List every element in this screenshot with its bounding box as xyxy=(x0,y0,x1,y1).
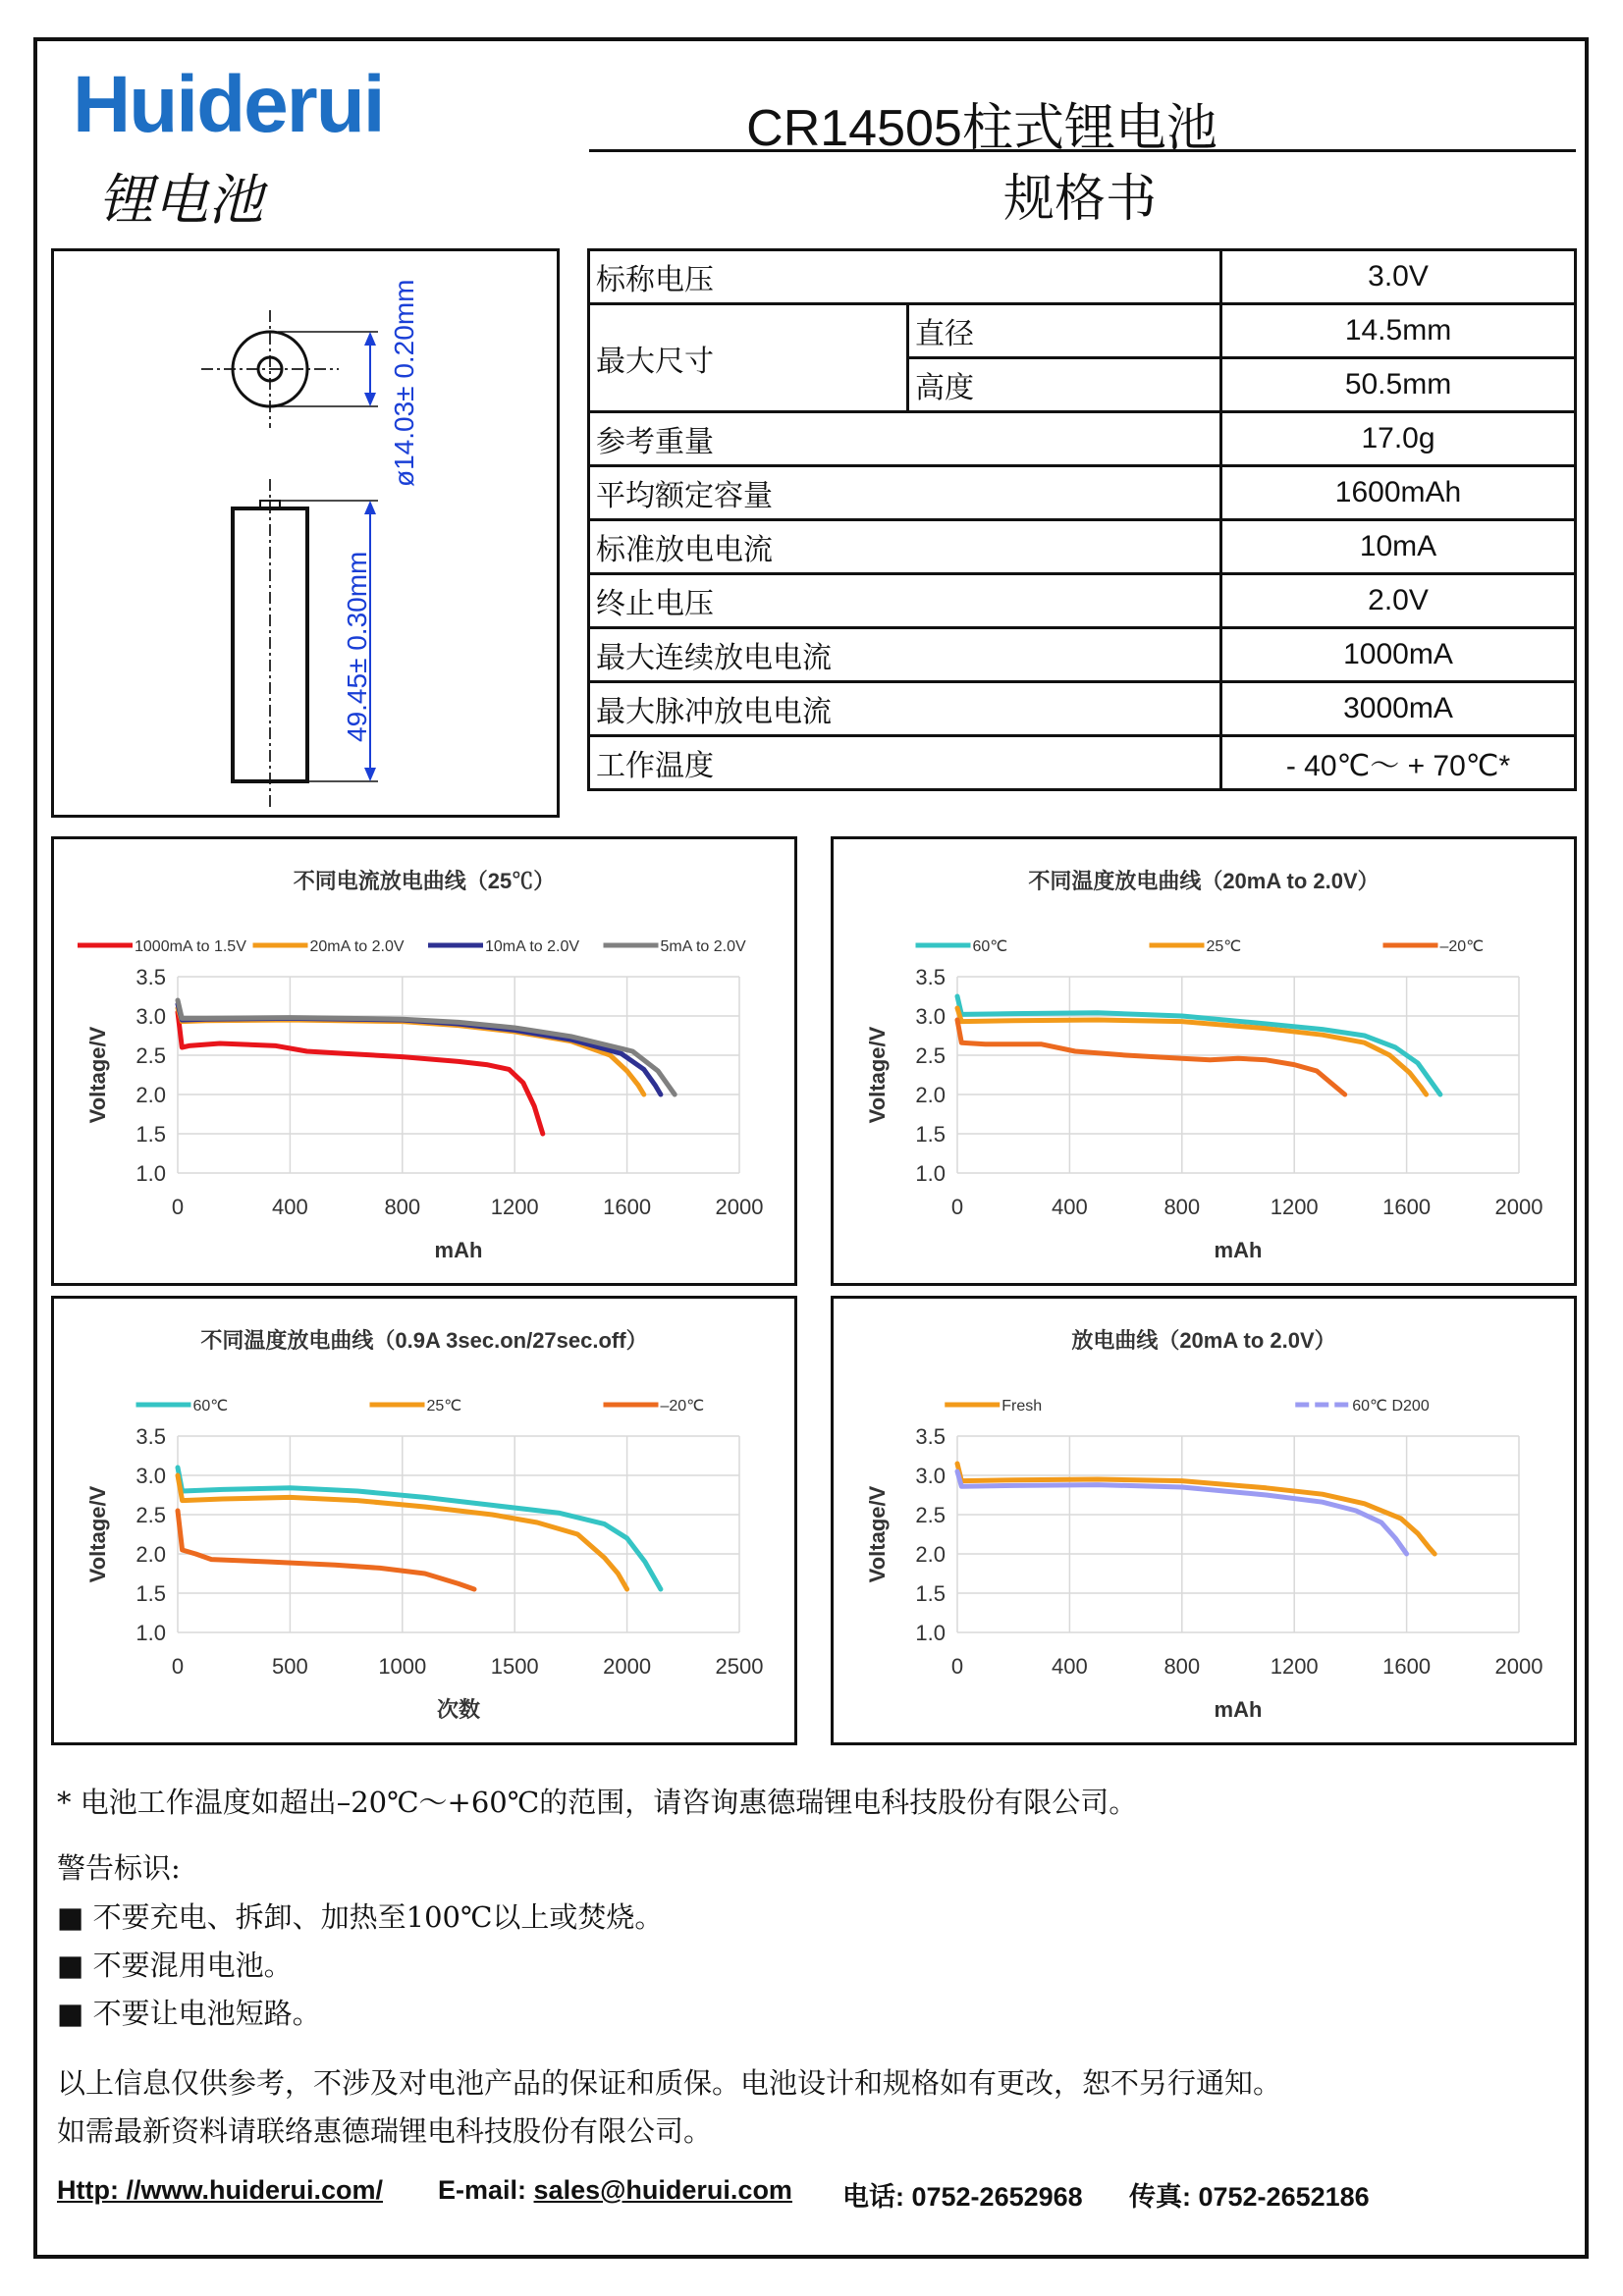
chart-title: 不同温度放电曲线（20mA to 2.0V） xyxy=(1028,869,1380,893)
fax-number: 传真: 0752-2652186 xyxy=(1129,2182,1370,2212)
spec-label: 参考重量 xyxy=(589,412,1221,466)
table-row xyxy=(589,304,1576,358)
y-tick-label: 3.0 xyxy=(135,1464,166,1488)
phone-number: 电话: 0752-2652968 xyxy=(842,2182,1083,2212)
x-tick-label: 800 xyxy=(384,1195,421,1219)
x-axis-label: mAh xyxy=(434,1238,483,1262)
x-tick-label: 500 xyxy=(272,1654,308,1679)
x-axis-label: mAh xyxy=(1214,1697,1263,1722)
spec-value: 1000mA xyxy=(1221,628,1576,682)
x-tick-label: 400 xyxy=(272,1195,308,1219)
disclaimer: 如需最新资料请联络惠德瑞锂电科技股份有限公司。 xyxy=(57,2114,713,2148)
x-tick-label: 1500 xyxy=(490,1654,539,1679)
y-tick-label: 3.5 xyxy=(915,965,946,989)
y-tick-label: 1.5 xyxy=(915,1581,946,1606)
y-tick-label: 1.0 xyxy=(135,1161,166,1186)
spec-value: 3000mA xyxy=(1221,682,1576,736)
x-tick-label: 1200 xyxy=(490,1195,539,1219)
chart-temperature-discharge xyxy=(831,836,1577,1286)
spec-table xyxy=(587,248,1577,791)
table-row xyxy=(589,412,1576,466)
chart-svg xyxy=(834,1299,1574,1742)
document-title: CR14505柱式锂电池 xyxy=(746,100,1217,157)
legend-label: 20mA to 2.0V xyxy=(309,938,405,955)
y-axis-label: Voltage/V xyxy=(865,1026,890,1124)
y-tick-label: 2.5 xyxy=(135,1043,166,1068)
spec-value: 17.0g xyxy=(1221,412,1576,466)
brand-subtitle: 锂电池 xyxy=(98,169,263,233)
chart-storage-discharge xyxy=(831,1296,1577,1745)
y-tick-label: 3.5 xyxy=(135,965,166,989)
spec-value: 10mA xyxy=(1221,520,1576,574)
y-tick-label: 2.5 xyxy=(915,1503,946,1527)
y-tick-label: 1.5 xyxy=(135,1581,166,1606)
x-tick-label: 1600 xyxy=(1382,1195,1432,1219)
legend-label: 10mA to 2.0V xyxy=(485,938,580,955)
table-row xyxy=(589,682,1576,736)
table-row xyxy=(589,628,1576,682)
temperature-footnote: * 电池工作温度如超出–20℃～+60℃的范围，请咨询惠德瑞锂电科技股份有限公司。 xyxy=(57,1786,1138,1819)
y-tick-label: 3.0 xyxy=(135,1004,166,1029)
chart-title: 不同电流放电曲线（25℃） xyxy=(293,869,556,893)
spec-label: 最大连续放电电流 xyxy=(589,628,1221,682)
x-tick-label: 1000 xyxy=(378,1654,427,1679)
table-row xyxy=(589,520,1576,574)
legend-label: –20℃ xyxy=(1439,938,1485,955)
legend-label: –20℃ xyxy=(660,1398,705,1415)
y-tick-label: 3.0 xyxy=(915,1004,946,1029)
brand-logo: Huiderui xyxy=(73,60,384,149)
legend-label: 60℃ xyxy=(192,1398,229,1415)
chart-title: 放电曲线（20mA to 2.0V） xyxy=(1071,1328,1336,1353)
spec-label: 标准放电电流 xyxy=(589,520,1221,574)
x-tick-label: 1600 xyxy=(1382,1654,1432,1679)
y-tick-label: 3.5 xyxy=(915,1424,946,1449)
x-tick-label: 2000 xyxy=(715,1195,764,1219)
y-tick-label: 1.5 xyxy=(915,1122,946,1147)
x-tick-label: 400 xyxy=(1052,1654,1088,1679)
spec-value: - 40℃～ + 70℃* xyxy=(1221,736,1576,790)
email-link[interactable]: sales@huiderui.com xyxy=(533,2175,792,2205)
table-row xyxy=(589,250,1576,304)
y-tick-label: 1.0 xyxy=(915,1161,946,1186)
y-tick-label: 2.5 xyxy=(135,1503,166,1527)
series-line xyxy=(178,1511,474,1589)
y-tick-label: 2.0 xyxy=(915,1542,946,1567)
x-tick-label: 2000 xyxy=(603,1654,652,1679)
battery-dimension-drawing xyxy=(54,251,557,815)
chart-pulse-discharge xyxy=(51,1296,797,1745)
spec-value: 2.0V xyxy=(1221,574,1576,628)
warning-item: ■ 不要混用电池。 xyxy=(57,1949,293,1982)
chart-title: 不同温度放电曲线（0.9A 3sec.on/27sec.off） xyxy=(200,1328,648,1353)
chart-svg xyxy=(54,839,794,1283)
x-tick-label: 1200 xyxy=(1270,1195,1319,1219)
y-tick-label: 2.0 xyxy=(135,1083,166,1107)
spec-label: 最大尺寸 xyxy=(589,304,908,412)
spec-label: 平均额定容量 xyxy=(589,466,1221,520)
y-tick-label: 2.0 xyxy=(135,1542,166,1567)
disclaimer: 以上信息仅供参考，不涉及对电池产品的保证和质保。电池设计和规格如有更改，恕不另行通知。 xyxy=(57,2066,1282,2100)
series-line xyxy=(957,1464,1434,1554)
x-tick-label: 2500 xyxy=(715,1654,764,1679)
table-row xyxy=(589,736,1576,790)
spec-label: 标称电压 xyxy=(589,250,1221,304)
spec-value: 50.5mm xyxy=(1221,358,1576,412)
spec-value: 14.5mm xyxy=(1221,304,1576,358)
x-tick-label: 0 xyxy=(171,1654,185,1679)
legend-label: 5mA to 2.0V xyxy=(660,938,746,955)
x-tick-label: 1600 xyxy=(603,1195,652,1219)
warning-item: ■ 不要充电、拆卸、加热至100℃以上或焚烧。 xyxy=(57,1900,664,1934)
website-link[interactable]: Http: //www.huiderui.com/ xyxy=(57,2175,383,2205)
title-divider xyxy=(589,149,1576,152)
y-axis-label: Voltage/V xyxy=(85,1485,110,1583)
email-block xyxy=(438,2175,792,2206)
chart-svg xyxy=(834,839,1574,1283)
y-tick-label: 1.0 xyxy=(915,1621,946,1645)
spec-label: 工作温度 xyxy=(589,736,1221,790)
x-tick-label: 400 xyxy=(1052,1195,1088,1219)
table-row xyxy=(589,574,1576,628)
warning-title: 警告标识: xyxy=(57,1851,181,1885)
y-tick-label: 1.0 xyxy=(135,1621,166,1645)
table-row xyxy=(589,466,1576,520)
x-axis-label: 次数 xyxy=(436,1697,481,1722)
x-tick-label: 0 xyxy=(171,1195,185,1219)
spec-value: 3.0V xyxy=(1221,250,1576,304)
x-tick-label: 2000 xyxy=(1494,1654,1543,1679)
spec-sublabel: 高度 xyxy=(908,358,1221,412)
battery-drawing xyxy=(51,248,560,818)
x-tick-label: 800 xyxy=(1163,1195,1201,1219)
legend-label: 25℃ xyxy=(426,1398,462,1415)
diameter-label: ø14.03± 0.20mm xyxy=(389,279,419,487)
document-subtitle: 规格书 xyxy=(1002,170,1157,229)
spec-label: 最大脉冲放电电流 xyxy=(589,682,1221,736)
x-axis-label: mAh xyxy=(1214,1238,1263,1262)
spec-sublabel: 直径 xyxy=(908,304,1221,358)
chart-svg xyxy=(54,1299,794,1742)
height-label: 49.45± 0.30mm xyxy=(342,551,372,742)
series-line xyxy=(957,1008,1427,1095)
x-tick-label: 0 xyxy=(950,1654,964,1679)
legend-label: 1000mA to 1.5V xyxy=(135,938,246,955)
y-tick-label: 2.5 xyxy=(915,1043,946,1068)
y-tick-label: 3.5 xyxy=(135,1424,166,1449)
x-tick-label: 800 xyxy=(1163,1654,1201,1679)
x-tick-label: 1200 xyxy=(1270,1654,1319,1679)
y-tick-label: 3.0 xyxy=(915,1464,946,1488)
spec-value: 1600mAh xyxy=(1221,466,1576,520)
spec-label: 终止电压 xyxy=(589,574,1221,628)
y-axis-label: Voltage/V xyxy=(865,1485,890,1583)
x-tick-label: 0 xyxy=(950,1195,964,1219)
y-axis-label: Voltage/V xyxy=(85,1026,110,1124)
x-tick-label: 2000 xyxy=(1494,1195,1543,1219)
warning-item: ■ 不要让电池短路。 xyxy=(57,1997,321,2030)
chart-current-discharge xyxy=(51,836,797,1286)
legend-label: 25℃ xyxy=(1206,938,1242,955)
legend-label: Fresh xyxy=(1001,1398,1043,1415)
legend-label: 60℃ xyxy=(972,938,1008,955)
email-label: E-mail: xyxy=(438,2175,534,2205)
legend-label: 60℃ D200 xyxy=(1352,1398,1430,1415)
y-tick-label: 2.0 xyxy=(915,1083,946,1107)
y-tick-label: 1.5 xyxy=(135,1122,166,1147)
